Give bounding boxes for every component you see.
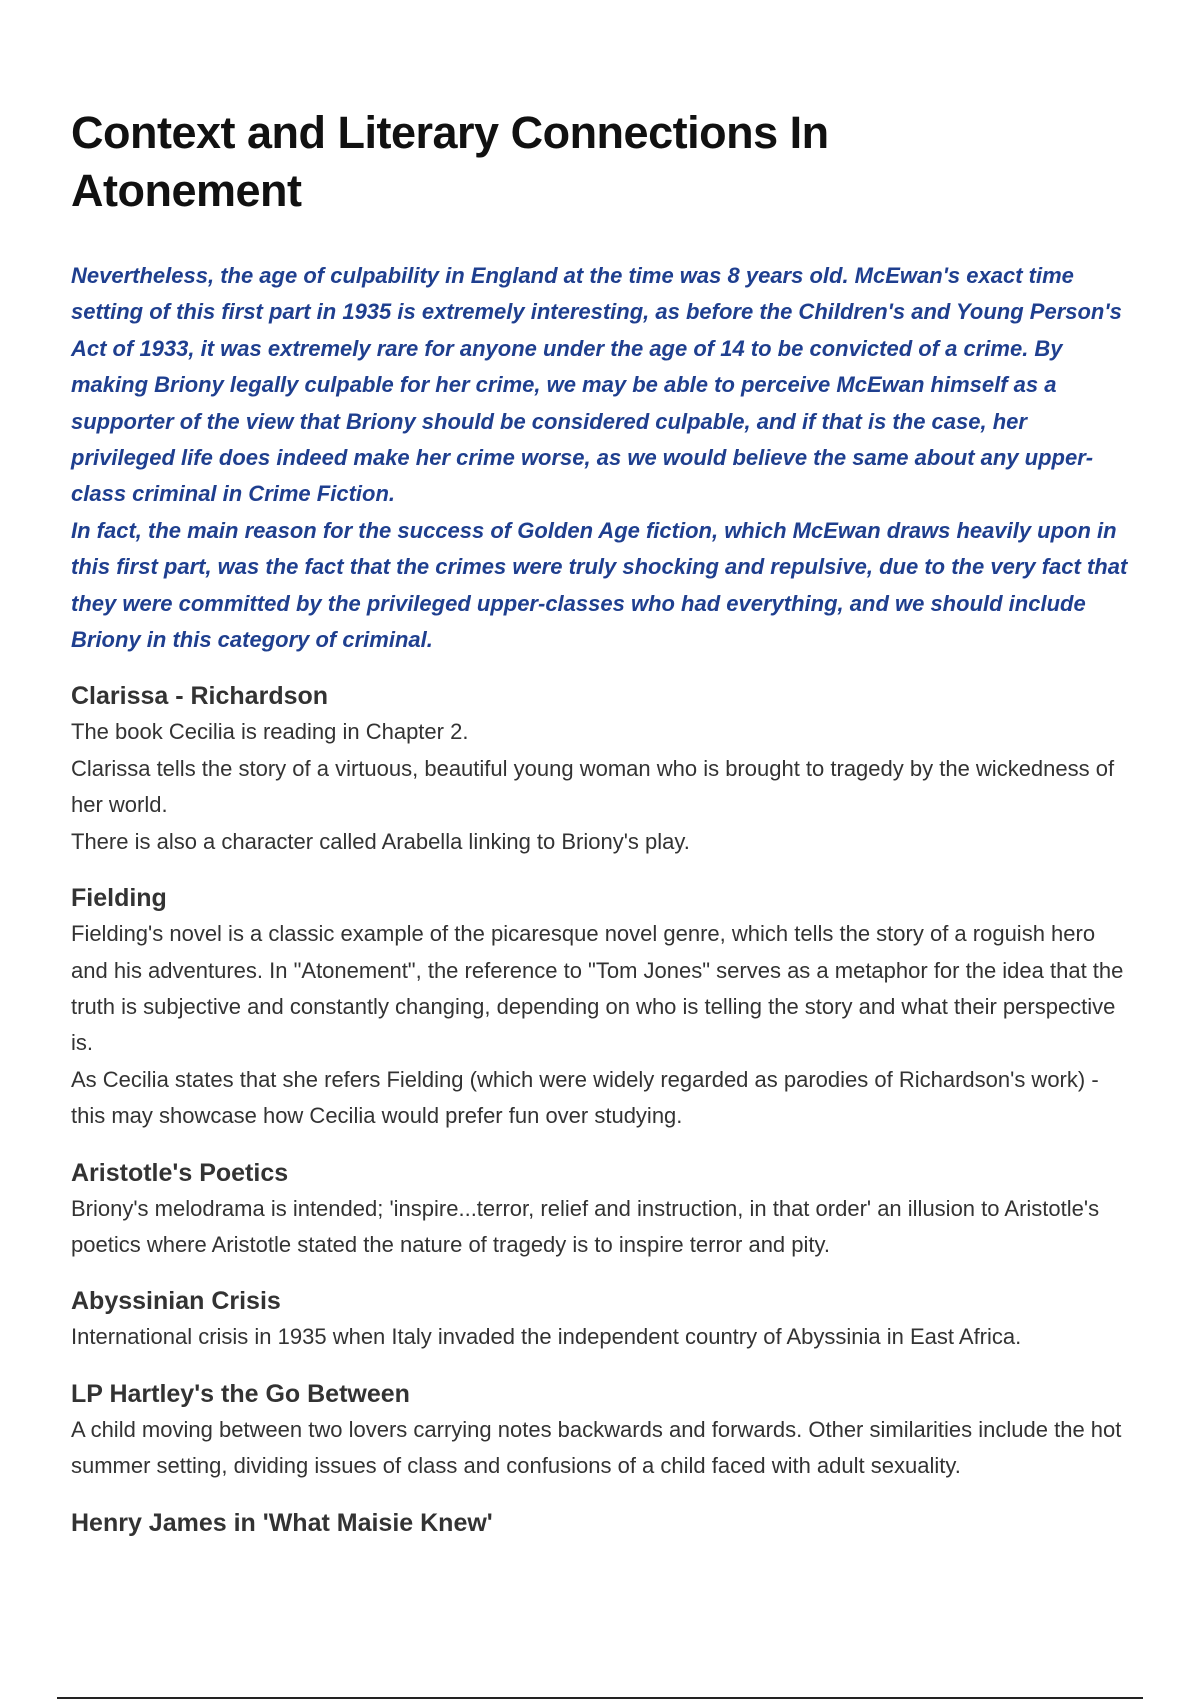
section-heading: LP Hartley's the Go Between bbox=[71, 1379, 410, 1408]
section-paragraph: Fielding's novel is a classic example of the picaresque novel genre, which tells the story of a roguish hero and his adventures. In "Atonement", the reference to "Tom Jones" serves as a metaphor for the idea that the truth is subjective and constantly changing, depending on who is telling the story and what their perspective is. bbox=[71, 921, 1124, 1056]
page-bottom-divider bbox=[57, 1697, 1143, 1699]
section-paragraph: The book Cecilia is reading in Chapter 2. bbox=[71, 719, 469, 745]
section-paragraph: Clarissa tells the story of a virtuous, beautiful young woman who is brought to tragedy by the wickedness of her world. bbox=[71, 755, 1115, 818]
section-fielding bbox=[71, 880, 1131, 1134]
section-go-between bbox=[71, 1376, 1131, 1485]
section-aristotle bbox=[71, 1155, 1131, 1264]
section-heading: Fielding bbox=[71, 884, 167, 913]
section-heading: Henry James in 'What Maisie Knew' bbox=[71, 1508, 493, 1537]
section-heading: Clarissa - Richardson bbox=[71, 682, 329, 711]
section-paragraph: International crisis in 1935 when Italy invaded the independent country of Abyssinia in East Africa. bbox=[71, 1324, 1022, 1350]
section-paragraph: There is also a character called Arabella linking to Briony's play. bbox=[71, 828, 690, 854]
document-title: Context and Literary Connections In Atonement bbox=[71, 107, 829, 216]
intro-paragraph: Nevertheless, the age of culpability in England at the time was 8 years old. McEwan's exact time setting of this first part in 1935 is extremely interesting, as before the Children's and Young Person's Act of 1933, it was extremely rare for anyone under the age of 14 to be convicted of a crime. By making Briony legally culpable for her crime, we may be able to perceive McEwan himself as a supporter of the view that Briony should be considered culpable, and if that is the case, her privileged life does indeed make her crime worse, as we would believe the same about any upper-class criminal in Crime Fiction. bbox=[71, 263, 1122, 507]
intro-paragraph: In fact, the main reason for the success of Golden Age fiction, which McEwan draws heavily upon in this first part, was the fact that the crimes were truly shocking and repulsive, due to the very fact that they were committed by the privileged upper-classes who had everything, and we should include Briony in this category of criminal. bbox=[71, 517, 1128, 653]
section-paragraph: As Cecilia states that she refers Fielding (which were widely regarded as parodies of Richardson's work) - this may showcase how Cecilia would prefer fun over studying. bbox=[71, 1066, 1099, 1129]
section-abyssinian-crisis bbox=[71, 1283, 1131, 1355]
section-clarissa bbox=[71, 678, 1131, 860]
section-paragraph: Briony's melodrama is intended; 'inspire...terror, relief and instruction, in that order' an illusion to Aristotle's poetics where Aristotle stated the nature of tragedy is to inspire terror and pity. bbox=[71, 1195, 1100, 1257]
intro-block bbox=[71, 258, 1131, 658]
section-henry-james bbox=[71, 1505, 1131, 1541]
section-heading: Abyssinian Crisis bbox=[71, 1287, 281, 1316]
document-page bbox=[71, 104, 1131, 1541]
section-paragraph: A child moving between two lovers carrying notes backwards and forwards. Other similarities include the hot summer setting, dividing issues of class and confusions of a child faced with adult sexuality. bbox=[71, 1416, 1122, 1479]
section-heading: Aristotle's Poetics bbox=[71, 1158, 289, 1187]
